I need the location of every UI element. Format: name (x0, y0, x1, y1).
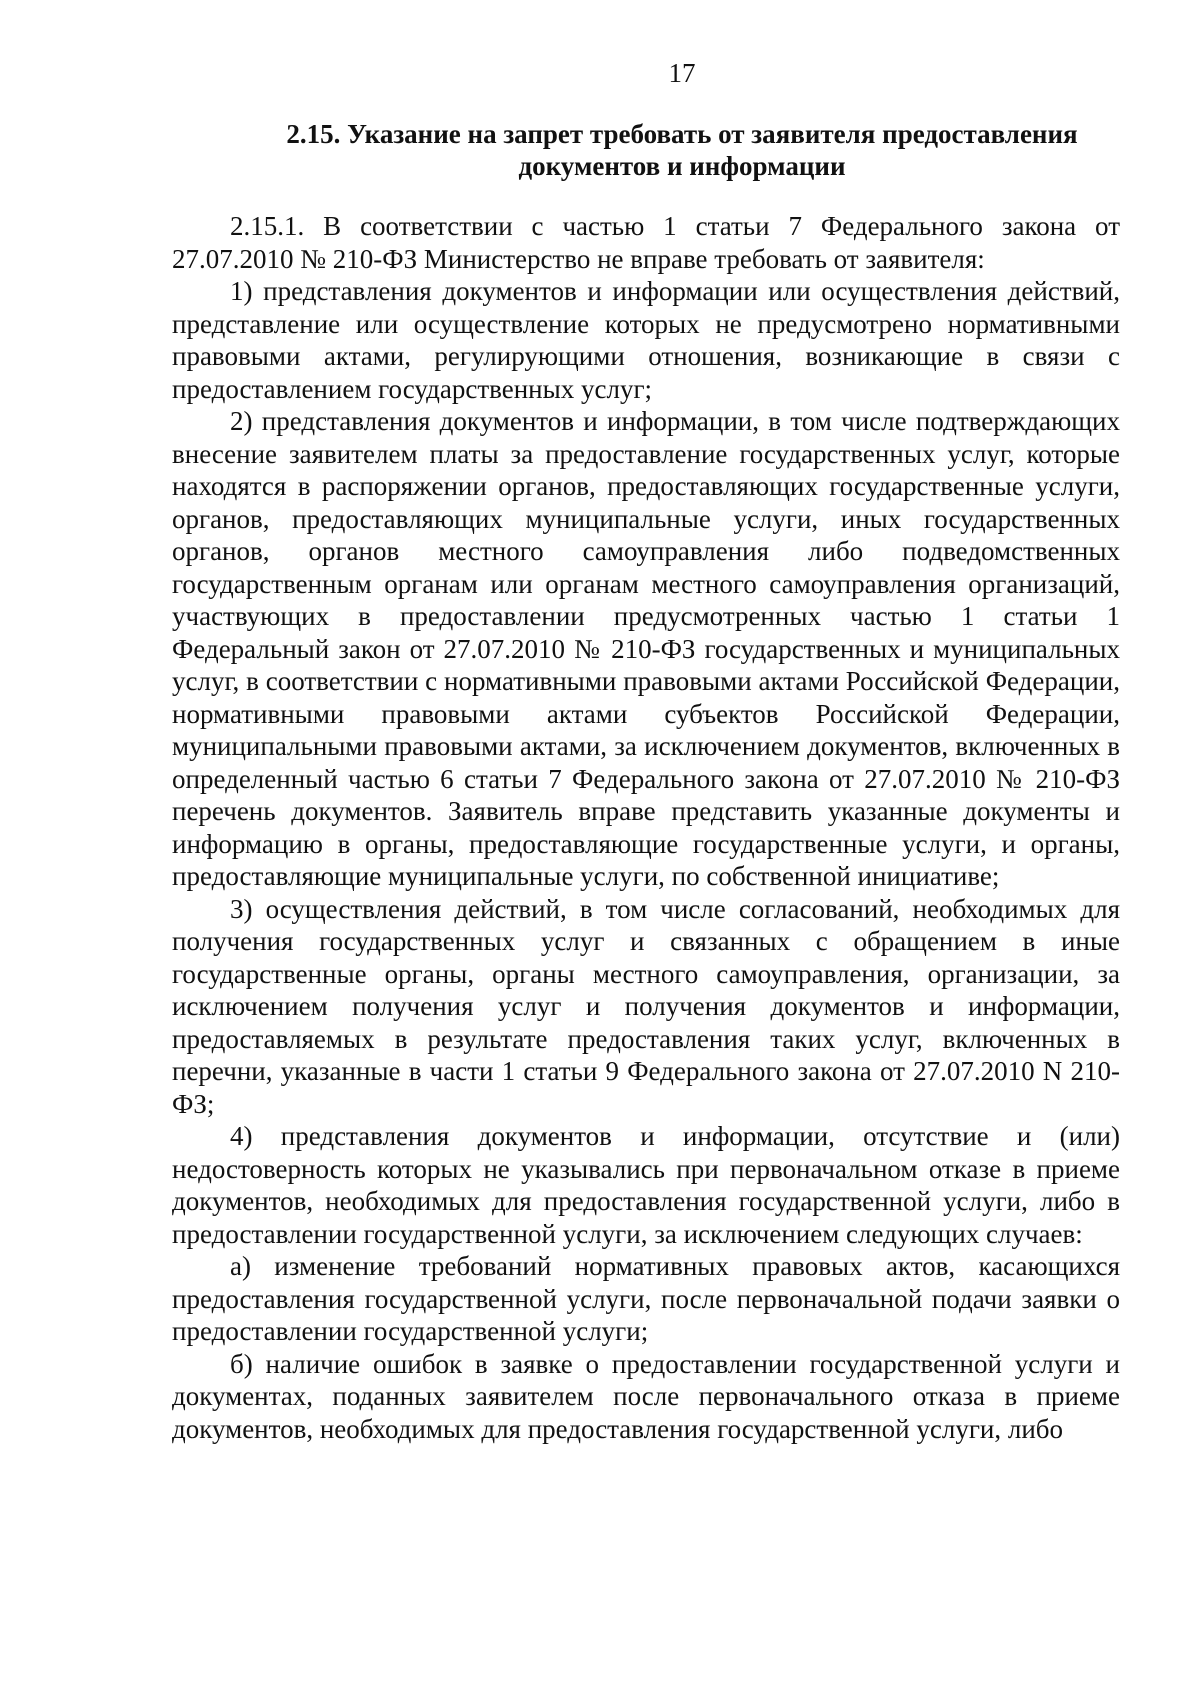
paragraph-subitem-b: б) наличие ошибок в заявке о предоставлении государственной услуги и документах, поданных заявителем после первоначального отказа в приеме документов, необходимых для предоставления государственной услуги, либо (172, 1348, 1120, 1444)
body-text (172, 210, 1120, 1445)
section-title-line-2: документов и информации (518, 151, 846, 181)
paragraph-subitem-a: а) изменение требований нормативных правовых актов, касающихся предоставления государственной услуги, после первоначальной подачи заявки о предоставлении государственной услуги; (172, 1251, 1120, 1346)
section-title (208, 118, 1156, 182)
paragraph-2-15-1: 2.15.1. В соответствии с частью 1 статьи 7 Федерального закона от 27.07.2010 № 210-ФЗ Министерство не вправе требовать от заявителя: (172, 211, 1120, 274)
section-title-line-1: 2.15. Указание на запрет требовать от заявителя предоставления (286, 119, 1078, 149)
paragraph-item-3: 3) осуществления действий, в том числе согласований, необходимых для получения государственных услуг и связанных с обращением в иные государственные органы, органы местного самоуправления, организации, за исключением получения услуг и получения документов и информации, предоставляемых в результате предоставления таких услуг, включенных в перечни, указанные в части 1 статьи 9 Федерального закона от 27.07.2010 N 210-ФЗ; (172, 893, 1120, 1119)
paragraph-item-2: 2) представления документов и информации, в том числе подтверждающих внесение заявителем платы за предоставление государственных услуг, которые находятся в распоряжении органов, предоставляющих государственные услуги, органов, предоставляющих муниципальные услуги, иных государственных органов, органов местного самоуправления либо подведомственных государственным органам или органам местного самоуправления организаций, участвующих в предоставлении предусмотренных частью 1 статьи 1 Федеральный закон от 27.07.2010 № 210-ФЗ государственных и муниципальных услуг, в соответствии с нормативными правовыми актами Российской Федерации, нормативными правовыми актами субъектов Российской Федерации, муниципальными правовыми актами, за исключением документов, включенных в определенный частью 6 статьи 7 Федерального закона от 27.07.2010 № 210-ФЗ перечень документов. Заявитель вправе представить указанные документы и информацию в органы, предоставляющие государственные услуги, и органы, предоставляющие муниципальные услуги, по собственной инициативе; (172, 406, 1120, 891)
page-number: 17 (668, 58, 696, 88)
paragraph-item-4: 4) представления документов и информации, отсутствие и (или) недостоверность которых не указывались при первоначальном отказе в приеме документов, необходимых для предоставления государственной услуги, либо в предоставлении государственной услуги, за исключением следующих случаев: (172, 1121, 1120, 1249)
paragraph-item-1: 1) представления документов и информации или осуществления действий, представление или осуществление которых не предусмотрено нормативными правовыми актами, регулирующими отношения, возникающие в связи с предоставлением государственных услуг; (172, 276, 1120, 404)
